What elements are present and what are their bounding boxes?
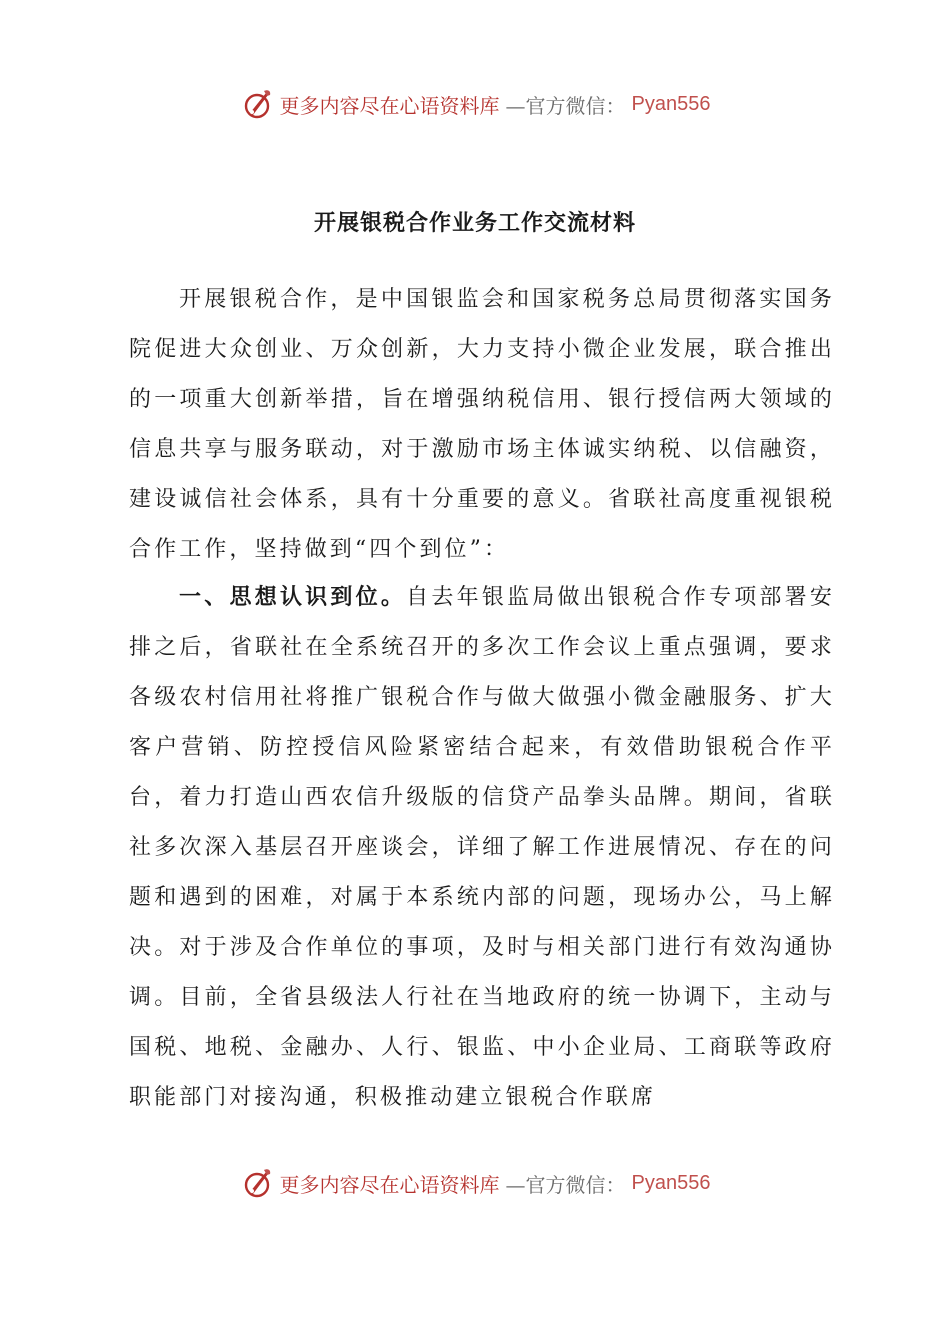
paragraph-intro: 开展银税合作，是中国银监会和国家税务总局贯彻落实国务院促进大众创业、万众创新，大力支持小微企业发展，联合推出的一项重大创新举措，旨在增强纳税信用、银行授信两大领域的信息共享与服务联动，对于激励市场主体诚实纳税、以信融资，建设诚信社会体系，具有十分重要的意义。省联社高度重视银税合作工作，坚持做到“四个到位”： xyxy=(129,287,835,562)
section-one-body: 自去年银监局做出银税合作专项部署安排之后，省联社在全系统召开的多次工作会议上重点强调，要求各级农村信用社将推广银税合作与做大做强小微金融服务、扩大客户营销、防控授信风险紧密结合起来，有效借助银税合作平台，着力打造山西农信升级版的信贷产品拳头品牌。期间，省联社多次深入基层召开座谈会，详细了解工作进展情况、存在的问题和遇到的困难，对属于本系统内部的问题，现场办公，马上解决。对于涉及合作单位的事项，及时与相关部门进行有效沟通协调。目前，全省县级法人行社在当地政府的统一协调下，主动与国税、地税、金融办、人行、银监、中小企业局、工商联等政府职能部门对接沟通，积极推动建立银税合作联席 xyxy=(129,585,835,1110)
footer-separator-text: —官方微信： xyxy=(505,1172,626,1197)
section-one-heading: 一、思想认识到位。 xyxy=(179,585,407,610)
footer-promo-text: 更多内容尽在心语资料库 xyxy=(279,1172,500,1197)
quill-pen-logo-icon xyxy=(240,1166,274,1200)
header-separator-text: —官方微信： xyxy=(505,93,626,118)
quill-pen-logo-icon xyxy=(240,87,274,121)
footer-wechat-id: Pyan556 xyxy=(631,1171,711,1194)
paragraph-section-one xyxy=(129,573,835,1123)
header-watermark-banner xyxy=(0,84,950,124)
header-wechat-id: Pyan556 xyxy=(631,92,711,115)
footer-watermark-banner xyxy=(0,1163,950,1203)
header-promo-text: 更多内容尽在心语资料库 xyxy=(279,93,500,118)
document-title: 开展银税合作业务工作交流材料 xyxy=(313,211,636,236)
